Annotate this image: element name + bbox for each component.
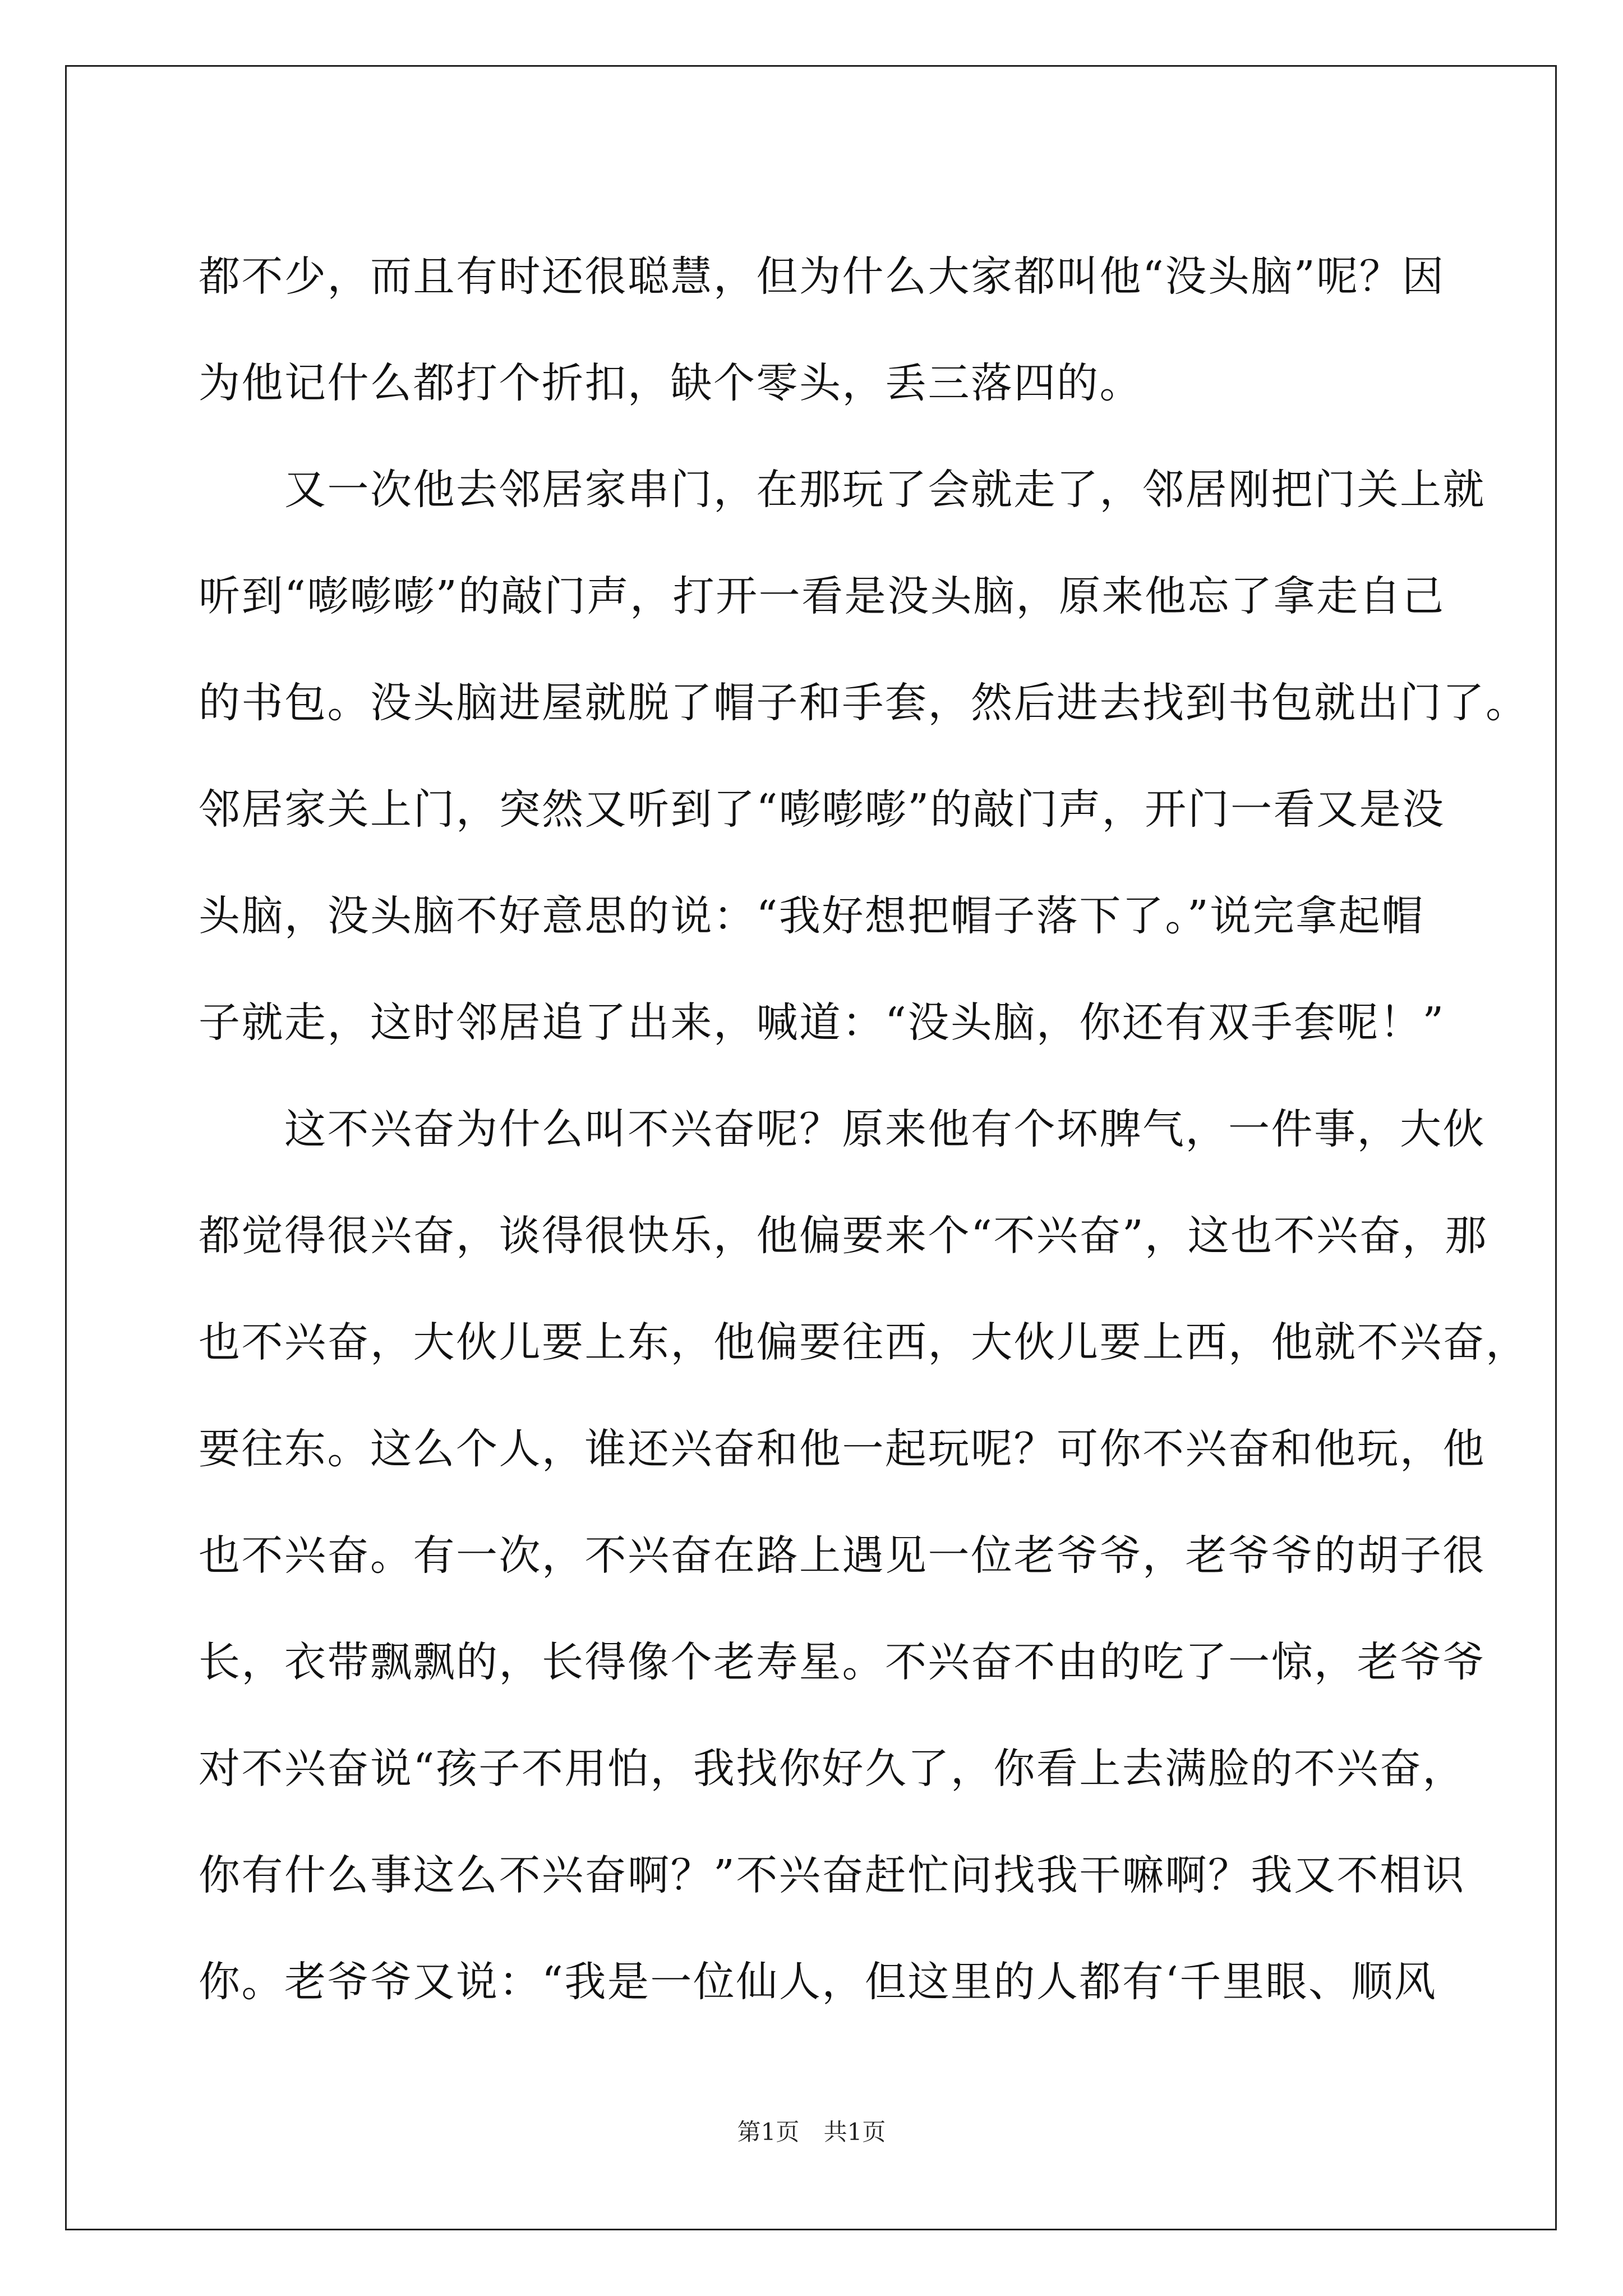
document-body (199, 223, 1529, 2035)
text-line-3: 又一次他去邻居家串门，在那玩了会就走了，邻居刚把门关上就 (199, 466, 1486, 514)
text-line-2: 为他记什么都打个折扣，缺个零头，丢三落四的。 (199, 359, 1142, 407)
text-line-5: 的书包。没头脑进屋就脱了帽子和手套，然后进去找到书包就出门了。 (199, 679, 1529, 727)
text-line-12: 要往东。这么个人，谁还兴奋和他一起玩呢？可你不兴奋和他玩，他 (199, 1425, 1486, 1473)
text-line-15: 对不兴奋说“孩子不用怕，我找你好久了，你看上去满脸的不兴奋， (199, 1745, 1465, 1793)
text-line-11: 也不兴奋，大伙儿要上东，他偏要往西，大伙儿要上西，他就不兴奋， (199, 1318, 1529, 1366)
text-line-6: 邻居家关上门，突然又听到了“嘭嘭嘭”的敲门声，开门一看又是没 (199, 785, 1445, 834)
text-line-8: 子就走，这时邻居追了出来，喊道：“没头脑，你还有双手套呢！” (199, 999, 1445, 1047)
text-line-9: 这不兴奋为什么叫不兴奋呢？原来他有个坏脾气，一件事，大伙 (199, 1105, 1486, 1153)
text-line-4: 听到“嘭嘭嘭”的敲门声，打开一看是没头脑，原来他忘了拿走自己 (199, 572, 1445, 620)
text-line-13: 也不兴奋。有一次，不兴奋在路上遇见一位老爷爷，老爷爷的胡子很 (199, 1531, 1486, 1580)
text-line-10: 都觉得很兴奋，谈得很快乐，他偏要来个“不兴奋”，这也不兴奋，那 (199, 1212, 1488, 1260)
text-line-1: 都不少，而且有时还很聪慧，但为什么大家都叫他“没头脑”呢？因 (199, 252, 1445, 301)
text-line-17: 你。老爷爷又说：“我是一位仙人，但这里的人都有‘千里眼、顺风 (199, 1958, 1437, 2006)
text-line-7: 头脑，没头脑不好意思的说：“我好想把帽子落下了。”说完拿起帽 (199, 892, 1424, 940)
page-number-footer: 第1页 共1页 (737, 2118, 886, 2146)
text-line-14: 长，衣带飘飘的，长得像个老寿星。不兴奋不由的吃了一惊，老爷爷 (199, 1638, 1486, 1686)
text-line-16: 你有什么事这么不兴奋啊？”不兴奋赶忙问找我干嘛啊？我又不相识 (199, 1851, 1465, 1899)
